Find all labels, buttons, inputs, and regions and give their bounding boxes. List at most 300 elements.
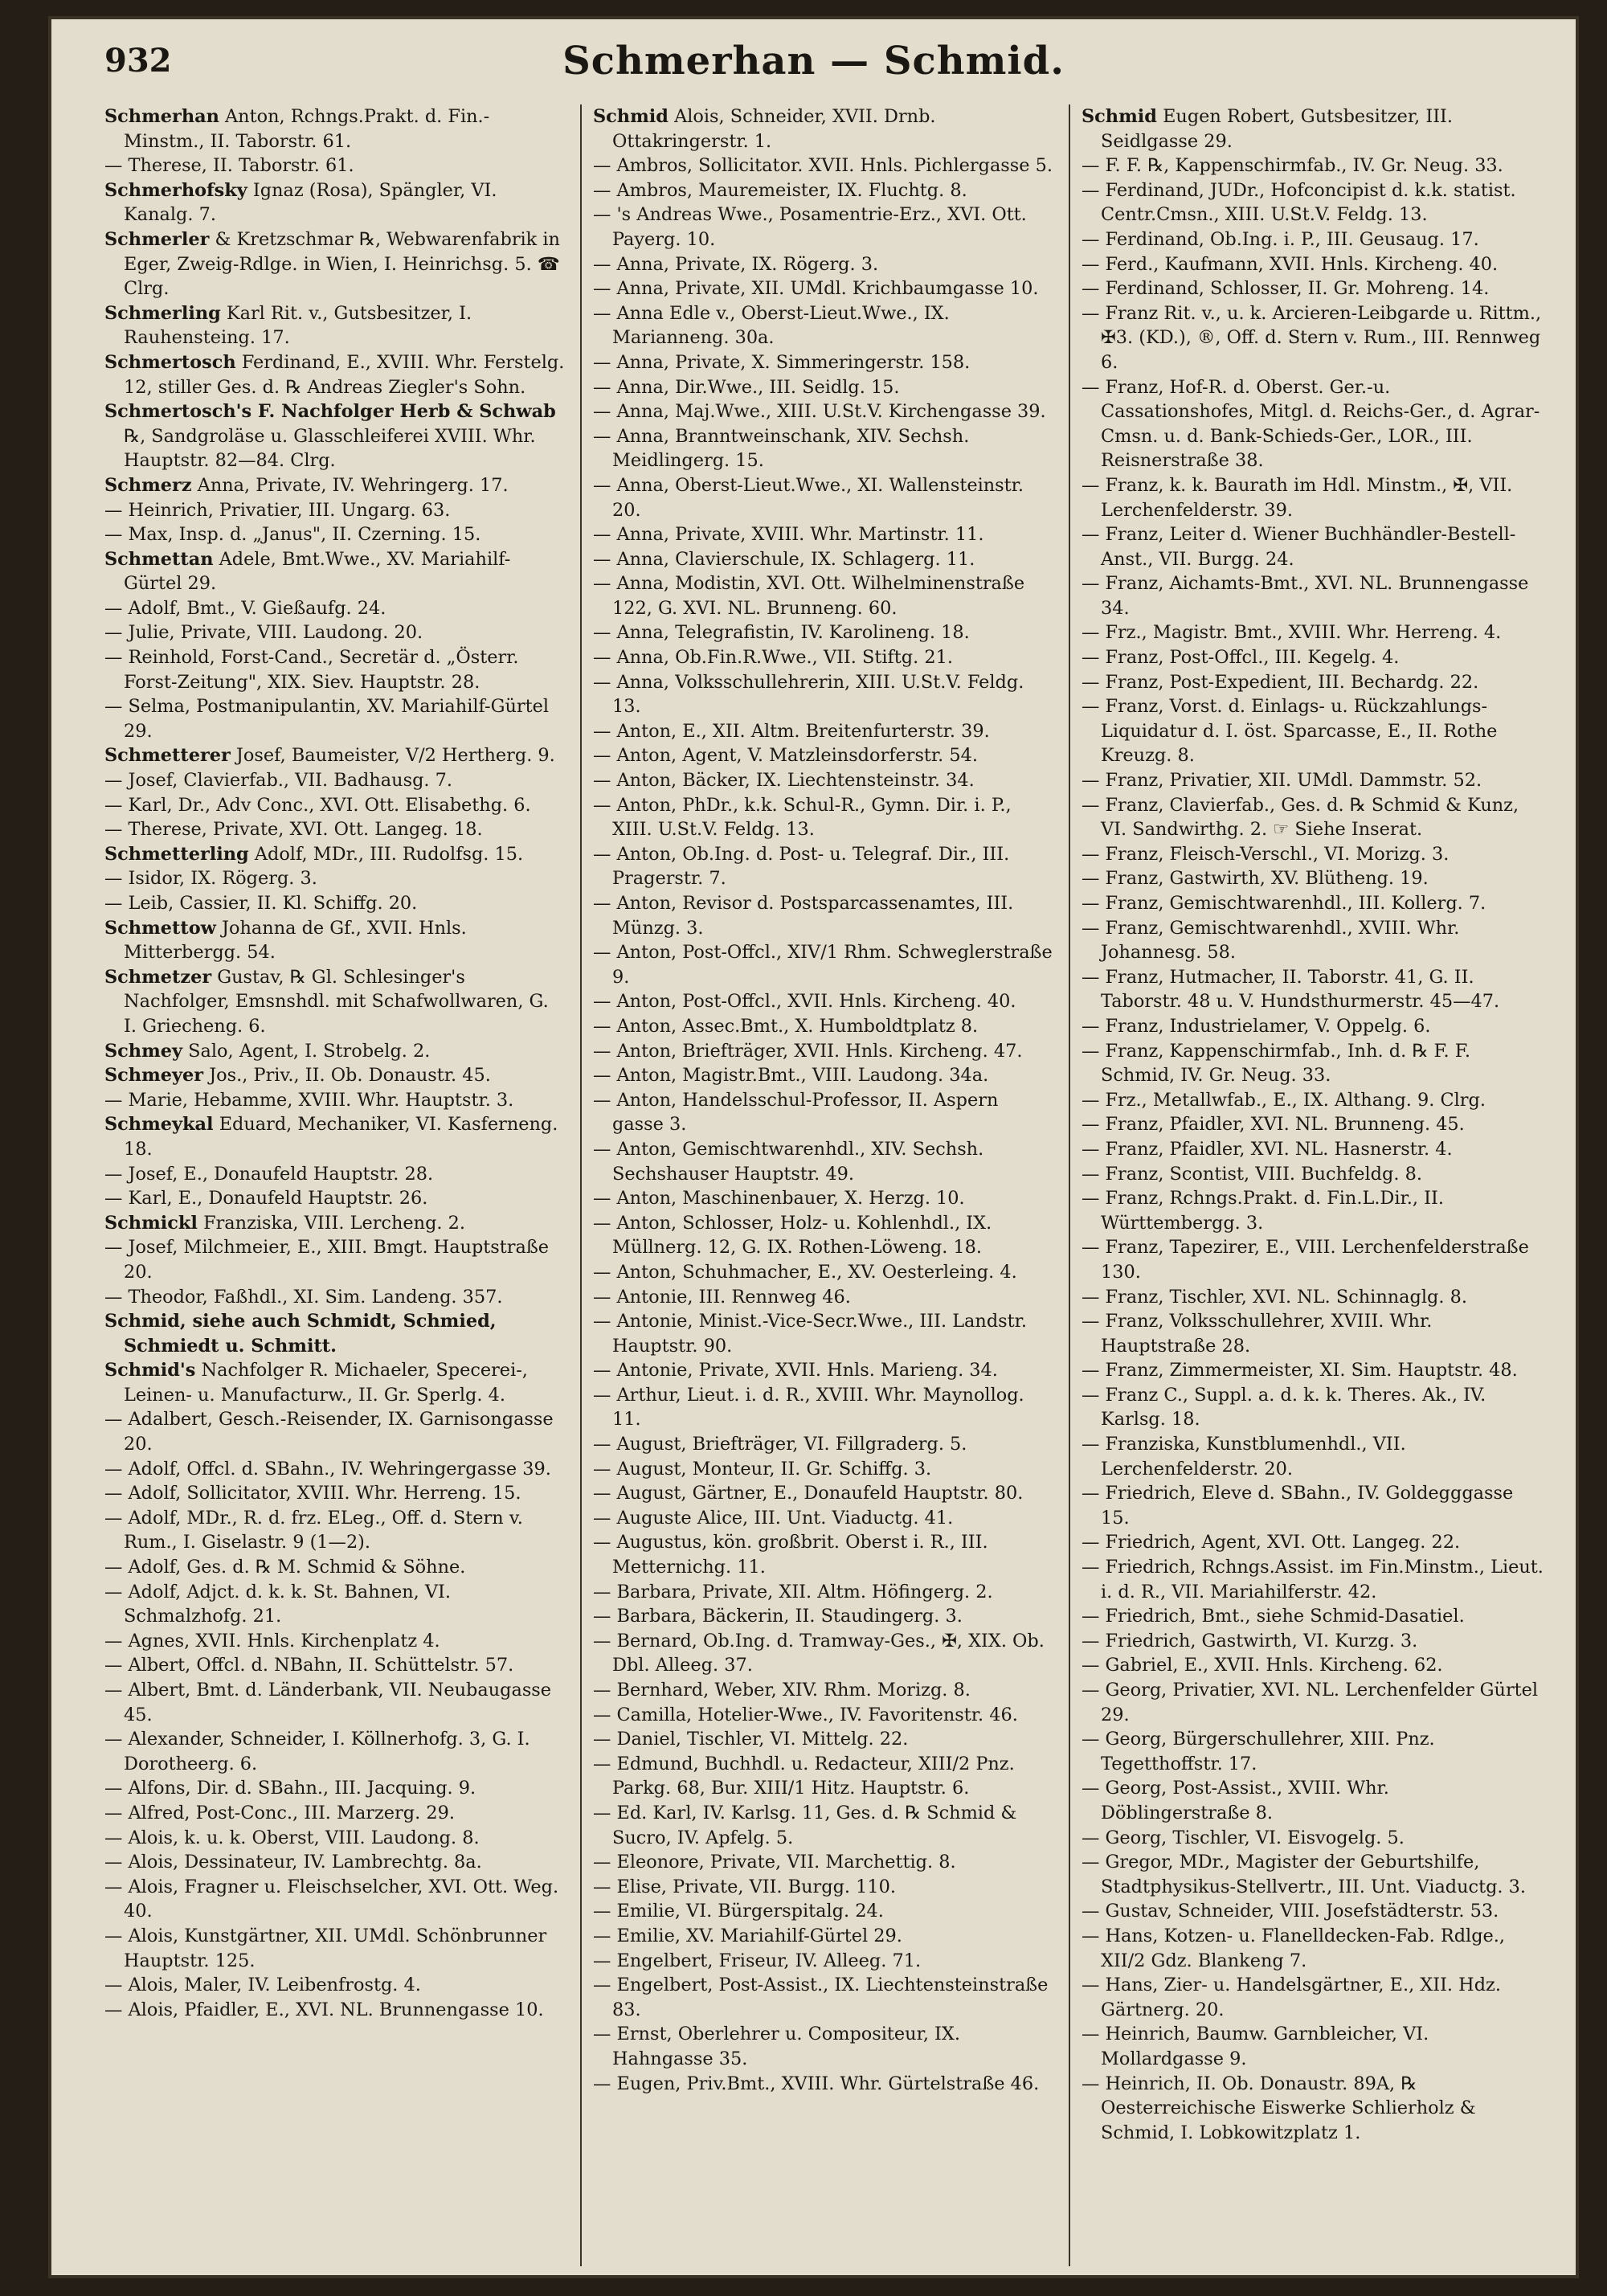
directory-entry: [1082, 645, 1544, 670]
entry-details: — Anna, Modistin, XVI. Ott. Wilhelminenstraße 122, G. XVI. NL. Brunneng. 60.: [593, 573, 1025, 619]
entry-details: — Alois, Pfaidler, E., XVI. NL. Brunnengasse 10.: [104, 1999, 544, 2020]
entry-details: — Arthur, Lieut. i. d. R., XVIII. Whr. Maynollog. 11.: [593, 1384, 1024, 1430]
entry-details: — Antonie, Private, XVII. Hnls. Marieng. 34.: [593, 1360, 998, 1381]
directory-entry: [104, 1875, 566, 1924]
entry-details: — Franz, Post-Offcl., III. Kegelg. 4.: [1082, 647, 1400, 669]
entry-details: — Hans, Kotzen- u. Flanelldecken-Fab. Rdlge., XII/2 Gdz. Blankeng 7.: [1082, 1925, 1506, 1971]
entry-details: — Marie, Hebamme, XVIII. Whr. Hauptstr. 3.: [104, 1089, 514, 1111]
entry-surname: Schmey: [104, 1040, 183, 1062]
directory-entry: [593, 424, 1055, 473]
entry-details: — Frz., Magistr. Bmt., XVIII. Whr. Herreng. 4.: [1082, 622, 1502, 644]
directory-entry: [593, 1801, 1055, 1850]
directory-entry: [104, 473, 566, 498]
entry-details: — Daniel, Tischler, VI. Mittelg. 22.: [593, 1729, 909, 1750]
entry-details: — Antonie, III. Rennweg 46.: [593, 1286, 851, 1308]
entry-surname: Schmid: [1082, 106, 1157, 127]
directory-entry: [593, 1457, 1055, 1482]
entry-details: — Barbara, Bäckerin, II. Staudingerg. 3.: [593, 1606, 963, 1627]
directory-entry: [1082, 1555, 1544, 1604]
entry-details: — Bernard, Ob.Ing. d. Tramway-Ges., ✠, XIX. Ob. Dbl. Alleeg. 37.: [593, 1630, 1045, 1676]
directory-entry: [593, 1358, 1055, 1383]
entry-details: — Franz, Tischler, XVI. NL. Schinnaglg. 8.: [1082, 1286, 1467, 1308]
entry-surname: Schmid's: [104, 1360, 196, 1381]
entry-details: — Gustav, Schneider, VIII. Josefstädterstr. 53.: [1082, 1901, 1499, 1922]
entry-details: — Georg, Bürgerschullehrer, XIII. Pnz. Tegetthoffstr. 17.: [1082, 1729, 1435, 1774]
entry-details: — Anna, Volksschullehrerin, XIII. U.St.V. Feldg. 13.: [593, 671, 1024, 718]
entry-details: — Isidor, IX. Rögerg. 3.: [104, 868, 317, 890]
directory-entry: [1082, 276, 1544, 301]
entry-details: — Emilie, XV. Mariahilf-Gürtel 29.: [593, 1925, 902, 1946]
directory-entry: [1082, 768, 1544, 793]
entry-details: — Franz, Gemischtwarenhdl., XVIII. Whr. Johannesg. 58.: [1082, 917, 1460, 964]
entry-details: — Anton, Schuhmacher, E., XV. Oesterleing. 4.: [593, 1261, 1017, 1283]
entry-details: — Gabriel, E., XVII. Hnls. Kircheng. 62.: [1082, 1655, 1443, 1676]
entry-surname: Schmerling: [104, 302, 221, 324]
entry-details: — Anton, Ob.Ing. d. Post- u. Telegraf. Dir., III. Pragerstr. 7.: [593, 843, 1010, 890]
directory-entry: [104, 694, 566, 743]
directory-entry: [593, 153, 1055, 178]
directory-entry: [593, 891, 1055, 940]
directory-entry: [593, 1875, 1055, 1900]
directory-entry: [593, 842, 1055, 891]
entry-details: — Georg, Tischler, VI. Eisvogelg. 5.: [1082, 1827, 1405, 1848]
entry-details: — Franz C., Suppl. a. d. k. k. Theres. Ak., IV. Karlsg. 18.: [1082, 1384, 1486, 1430]
entry-details: — Josef, Clavierfab., VII. Badhausg. 7.: [104, 770, 452, 792]
directory-entry: [104, 842, 566, 867]
entry-details: Franziska, VIII. Lercheng. 2.: [203, 1212, 465, 1234]
entry-details: — Josef, Milchmeier, E., XIII. Bmgt. Hauptstraße 20.: [104, 1237, 550, 1283]
entry-details: — Franz, k. k. Baurath im Hdl. Minstm., ✠, VII. Lerchenfelderstr. 39.: [1082, 474, 1513, 521]
directory-entry: [104, 645, 566, 694]
entry-details: — Anton, PhDr., k.k. Schul-R., Gymn. Dir. i. P., XIII. U.St.V. Feldg. 13.: [593, 794, 1012, 841]
directory-entry: [104, 399, 566, 473]
directory-entry: [104, 1457, 566, 1482]
directory-entry: [104, 1973, 566, 1998]
directory-entry: [1082, 866, 1544, 891]
entry-details: Karl Rit. v., Gutsbesitzer, I. Rauhensteing. 17.: [124, 302, 472, 349]
directory-entry: [1082, 842, 1544, 867]
entry-details: — Therese, II. Taborstr. 61.: [104, 155, 354, 177]
column-divider: [1069, 104, 1070, 2266]
entry-details: — Anna, Maj.Wwe., XIII. U.St.V. Kirchengasse 39.: [593, 401, 1046, 423]
entry-details: — Eleonore, Private, VII. Marchettig. 8.: [593, 1852, 956, 1873]
entry-surname: Schmertosch's F. Nachfolger Herb & Schwab: [104, 401, 556, 423]
directory-entry: [593, 768, 1055, 793]
entry-details: — Franz, Clavierfab., Ges. d. ℞ Schmid & Kunz, VI. Sandwirthg. 2. ☞ Siehe Inserat.: [1082, 794, 1519, 841]
entry-details: Nachfolger R. Michaeler, Specerei-, Leinen- u. Manufacturw., II. Gr. Sperlg. 4.: [124, 1360, 528, 1406]
directory-entry: [593, 1949, 1055, 1974]
entry-details: — Franz, Aichamts-Bmt., XVI. NL. Brunnengasse 34.: [1082, 573, 1529, 619]
entry-details: — Alois, Maler, IV. Leibenfrostg. 4.: [104, 1975, 421, 1996]
entry-details: — Engelbert, Post-Assist., IX. Liechtensteinstraße 83.: [593, 1975, 1049, 2020]
entry-details: — Karl, Dr., Adv Conc., XVI. Ott. Elisabethg. 6.: [104, 794, 531, 816]
entry-details: Salo, Agent, I. Strobelg. 2.: [188, 1040, 431, 1062]
entry-details: Johanna de Gf., XVII. Hnls. Mitterbergg. 54.: [124, 917, 467, 964]
entry-details: Eugen Robert, Gutsbesitzer, III. Seidlgasse 29.: [1101, 106, 1454, 152]
entry-details: — Georg, Privatier, XVI. NL. Lerchenfelder Gürtel 29.: [1082, 1680, 1539, 1725]
entry-details: — Albert, Bmt. d. Länderbank, VII. Neubaugasse 45.: [104, 1680, 552, 1725]
directory-entry: [104, 1235, 566, 1284]
directory-entry: [1082, 916, 1544, 965]
entry-details: — Adolf, Ges. d. ℞ M. Schmid & Söhne.: [104, 1557, 466, 1578]
directory-page: [48, 16, 1579, 2278]
directory-entry: [593, 2022, 1055, 2071]
entry-details: — Anna Edle v., Oberst-Lieut.Wwe., IX. Marianneng. 30a.: [593, 302, 950, 349]
directory-entry: [1082, 301, 1544, 375]
directory-entry: [593, 1850, 1055, 1875]
directory-entry: [593, 1063, 1055, 1088]
directory-entry: [1082, 1629, 1544, 1654]
directory-entry: [593, 989, 1055, 1014]
entry-details: — Franz, Scontist, VIII. Buchfeldg. 8.: [1082, 1163, 1422, 1185]
directory-entry: [104, 817, 566, 842]
entry-details: Alois, Schneider, XVII. Drnb. Ottakringerstr. 1.: [612, 106, 936, 152]
entry-details: — Augustus, kön. großbrit. Oberst i. R., III. Metternichg. 11.: [593, 1532, 988, 1578]
entry-details: — Franz, Privatier, XII. UMdl. Dammstr. 52.: [1082, 770, 1482, 792]
entry-details: Josef, Baumeister, V/2 Hertherg. 9.: [235, 745, 555, 767]
directory-entry: [104, 1776, 566, 1801]
directory-entry: [1082, 2072, 1544, 2146]
directory-entry: [593, 1530, 1055, 1579]
directory-entry: [1082, 178, 1544, 227]
entry-details: — Ferdinand, JUDr., Hofconcipist d. k.k. statist. Centr.Cmsn., XIII. U.St.V. Feldg. 13.: [1082, 179, 1516, 226]
directory-entry: [593, 940, 1055, 989]
directory-entry: [593, 1481, 1055, 1506]
entry-details: Gustav, ℞ Gl. Schlesinger's Nachfolger, Emsnshdl. mit Schafwollwaren, G. I. Griecheng. 6.: [124, 966, 549, 1037]
directory-entry: [593, 1432, 1055, 1457]
entry-details: — Franz, Pfaidler, XVI. NL. Hasnerstr. 4.: [1082, 1138, 1453, 1160]
directory-entry: [593, 178, 1055, 203]
entry-details: — Eugen, Priv.Bmt., XVIII. Whr. Gürtelstraße 46.: [593, 2073, 1040, 2094]
directory-entry: [104, 743, 566, 768]
entry-details: — Franz, Gemischtwarenhdl., III. Kollerg. 7.: [1082, 893, 1486, 914]
entry-details: Adolf, MDr., III. Rudolfsg. 15.: [254, 843, 524, 865]
entry-details: — Anton, Schlosser, Holz- u. Kohlenhdl., IX. Müllnerg. 12, G. IX. Rothen-Löweng. 18.: [593, 1212, 992, 1259]
entry-details: — Anton, Magistr.Bmt., VIII. Laudong. 34a.: [593, 1065, 989, 1087]
directory-entry: [593, 1309, 1055, 1358]
entry-details: — August, Gärtner, E., Donaufeld Hauptstr. 80.: [593, 1483, 1024, 1504]
entry-details: — Anna, Oberst-Lieut.Wwe., XI. Wallensteinstr. 20.: [593, 474, 1024, 521]
directory-entry: [104, 1580, 566, 1629]
entry-surname: Schmerz: [104, 474, 192, 496]
directory-entry: [593, 1678, 1055, 1703]
directory-entry: [593, 301, 1055, 350]
directory-entry: [104, 301, 566, 350]
directory-entry: [1082, 1850, 1544, 1899]
directory-entry: [1082, 1899, 1544, 1924]
entry-details: — Max, Insp. d. „Janus", II. Czerning. 15.: [104, 524, 481, 546]
directory-entry: [104, 350, 566, 399]
directory-entry: [593, 1506, 1055, 1531]
directory-entry: [593, 276, 1055, 301]
directory-entry: [104, 104, 566, 153]
entry-details: — Franz, Rchngs.Prakt. d. Fin.L.Dir., II. Württembergg. 3.: [1082, 1188, 1444, 1234]
directory-entry: [1082, 375, 1544, 473]
entry-details: — Anna, Private, IX. Rögerg. 3.: [593, 253, 879, 275]
entry-surname: Schmettow: [104, 917, 216, 939]
entry-details: — Josef, E., Donaufeld Hauptstr. 28.: [104, 1163, 434, 1185]
directory-columns: [104, 104, 1551, 2266]
directory-entry: [593, 1088, 1055, 1137]
entry-surname: Schmetterling: [104, 843, 249, 865]
entry-details: — Ferdinand, Schlosser, II. Gr. Mohreng. 14.: [1082, 278, 1490, 300]
directory-entry: [104, 916, 566, 965]
directory-entry: [1082, 965, 1544, 1014]
directory-entry: [104, 1924, 566, 1973]
directory-entry: [1082, 104, 1544, 153]
entry-surname: Schmeyer: [104, 1065, 204, 1087]
directory-entry: [593, 1629, 1055, 1678]
directory-entry: [1082, 1358, 1544, 1383]
entry-details: — Franz, Volksschullehrer, XVIII. Whr. Hauptstraße 28.: [1082, 1311, 1433, 1357]
entry-surname: Schmeykal: [104, 1114, 214, 1136]
directory-entry: [1082, 227, 1544, 252]
directory-entry: [1082, 1039, 1544, 1088]
entry-details: — Friedrich, Gastwirth, VI. Kurzg. 3.: [1082, 1630, 1418, 1651]
entry-details: — Friedrich, Bmt., siehe Schmid-Dasatiel.: [1082, 1606, 1465, 1627]
entry-details: — Friedrich, Eleve d. SBahn., IV. Goldegggasse 15.: [1082, 1483, 1514, 1529]
entry-details: — Heinrich, II. Ob. Donaustr. 89A, ℞ Oesterreichische Eiswerke Schlierholz & Schmid, I. Lobkowitzplatz 1.: [1082, 2073, 1476, 2143]
directory-entry: [1082, 1112, 1544, 1137]
directory-entry: [104, 1998, 566, 2023]
directory-entry: [104, 866, 566, 891]
directory-entry: [104, 1358, 566, 1407]
directory-entry: [1082, 153, 1544, 178]
directory-entry: [1082, 793, 1544, 842]
entry-details: Ferdinand, E., XVIII. Whr. Ferstelg. 12, stiller Ges. d. ℞ Andreas Ziegler's Sohn.: [124, 351, 565, 398]
entry-surname: Schmettan: [104, 548, 214, 570]
entry-details: — Alfred, Post-Conc., III. Marzerg. 29.: [104, 1802, 455, 1823]
entry-details: — Adolf, Bmt., V. Gießaufg. 24.: [104, 597, 386, 619]
entry-details: — Adolf, Offcl. d. SBahn., IV. Wehringergasse 39.: [104, 1458, 551, 1480]
entry-details: — Franziska, Kunstblumenhdl., VII. Lerchenfelderstr. 20.: [1082, 1434, 1406, 1480]
directory-entry: [104, 522, 566, 547]
directory-entry: [593, 743, 1055, 768]
directory-entry: [1082, 1678, 1544, 1727]
entry-surname: Schmickl: [104, 1212, 198, 1234]
entry-details: — Alfons, Dir. d. SBahn., III. Jacquing. 9.: [104, 1778, 476, 1799]
entry-details: — Franz, Leiter d. Wiener Buchhändler-Bestell-Anst., VII. Burgg. 24.: [1082, 524, 1516, 570]
directory-entry: [1082, 1432, 1544, 1481]
directory-entry: [104, 1112, 566, 1161]
entry-surname: Schmerhan: [104, 106, 219, 127]
directory-entry: [104, 547, 566, 596]
entry-details: — Alexander, Schneider, I. Köllnerhofg. 3, G. I. Dorotheerg. 6.: [104, 1729, 530, 1774]
entry-details: — Franz, Post-Expedient, III. Bechardg. 22.: [1082, 671, 1479, 693]
directory-entry: [593, 1260, 1055, 1285]
entry-details: — Ferd., Kaufmann, XVII. Hnls. Kircheng. 40.: [1082, 253, 1499, 275]
directory-entry: [1082, 1309, 1544, 1358]
directory-entry: [1082, 1162, 1544, 1187]
directory-entry: [593, 1211, 1055, 1260]
directory-entry: [1082, 891, 1544, 916]
entry-details: — Alois, k. u. k. Oberst, VIII. Laudong. 8.: [104, 1827, 480, 1848]
entry-details: — Ambros, Sollicitator. XVII. Hnls. Pichlergasse 5.: [593, 155, 1053, 177]
directory-entry: [104, 1653, 566, 1678]
entry-details: — Karl, E., Donaufeld Hauptstr. 26.: [104, 1188, 428, 1209]
entry-details: — Heinrich, Baumw. Garnbleicher, VI. Mollardgasse 9.: [1082, 2024, 1429, 2069]
entry-details: — Alois, Kunstgärtner, XII. UMdl. Schönbrunner Hauptstr. 125.: [104, 1925, 547, 1971]
entry-surname: Schmid, siehe auch Schmidt, Schmied, Schmiedt u. Schmitt.: [104, 1311, 497, 1357]
directory-entry: [593, 473, 1055, 522]
directory-entry: [104, 1481, 566, 1506]
entry-details: — Anton, Post-Offcl., XVII. Hnls. Kircheng. 40.: [593, 991, 1016, 1013]
page-header: [48, 31, 1579, 87]
entry-details: Ignaz (Rosa), Spängler, VI. Kanalg. 7.: [124, 179, 497, 226]
directory-entry: [593, 104, 1055, 153]
entry-details: — Franz, Tapezirer, E., VIII. Lerchenfelderstraße 130.: [1082, 1237, 1529, 1283]
entry-details: — Anton, Post-Offcl., XIV/1 Rhm. Schweglerstraße 9.: [593, 942, 1053, 988]
entry-details: — Alois, Fragner u. Fleischselcher, XVI. Ott. Weg. 40.: [104, 1876, 559, 1922]
directory-entry: [104, 1555, 566, 1580]
entry-surname: Schmertosch: [104, 351, 236, 373]
directory-entry: [1082, 1653, 1544, 1678]
entry-details: — Auguste Alice, III. Unt. Viaductg. 41.: [593, 1507, 954, 1529]
entry-details: — Adolf, MDr., R. d. frz. ELeg., Off. d. Stern v. Rum., I. Giselastr. 9 (1—2).: [104, 1507, 523, 1553]
entry-details: — Bernhard, Weber, XIV. Rhm. Morizg. 8.: [593, 1680, 971, 1701]
directory-entry: [1082, 694, 1544, 768]
entry-details: — Gregor, MDr., Magister der Geburtshilfe, Stadtphysikus-Stellvertr., III. Unt. Viaductg. 3.: [1082, 1852, 1527, 1897]
entry-details: — Franz Rit. v., u. k. Arcieren-Leibgarde u. Rittm., ✠3. (KD.), ®, Off. d. Stern v. Rum., III. Rennweg 6.: [1082, 302, 1542, 373]
directory-entry: [1082, 1285, 1544, 1310]
directory-entry: [593, 620, 1055, 645]
directory-entry: [104, 1285, 566, 1310]
directory-entry: [593, 1186, 1055, 1211]
directory-entry: [104, 1039, 566, 1064]
directory-entry: [593, 1973, 1055, 2022]
entry-details: — Franz, Gastwirth, XV. Blütheng. 19.: [1082, 868, 1429, 890]
directory-entry: [1082, 670, 1544, 695]
entry-details: — Anton, Gemischtwarenhdl., XIV. Sechsh. Sechshauser Hauptstr. 49.: [593, 1138, 984, 1185]
entry-details: — Ambros, Mauremeister, IX. Fluchtg. 8.: [593, 179, 967, 201]
entry-details: — Ernst, Oberlehrer u. Compositeur, IX. Hahngasse 35.: [593, 2024, 960, 2069]
entry-surname: Schmerler: [104, 228, 210, 250]
directory-entry: [593, 522, 1055, 547]
directory-entry: [593, 375, 1055, 400]
directory-entry: [1082, 252, 1544, 277]
entry-details: — Therese, Private, XVI. Ott. Langeg. 18.: [104, 819, 483, 841]
directory-entry: [593, 1727, 1055, 1752]
column-divider: [580, 104, 582, 2266]
entry-details: — Franz, Industrielamer, V. Oppelg. 6.: [1082, 1015, 1431, 1037]
directory-entry: [1082, 571, 1544, 620]
directory-entry: [104, 1211, 566, 1236]
directory-entry: [593, 719, 1055, 744]
entry-details: — Anton, E., XII. Altm. Breitenfurterstr. 39.: [593, 720, 990, 742]
directory-entry: [593, 1039, 1055, 1064]
directory-entry: [593, 670, 1055, 719]
directory-entry: [593, 1580, 1055, 1605]
entry-details: — August, Monteur, II. Gr. Schiffg. 3.: [593, 1458, 932, 1480]
directory-entry: [593, 2072, 1055, 2097]
directory-entry: [593, 1703, 1055, 1728]
entry-details: — Selma, Postmanipulantin, XV. Mariahilf-Gürtel 29.: [104, 696, 549, 742]
directory-entry: [1082, 620, 1544, 645]
entry-details: — F. F. ℞, Kappenschirmfab., IV. Gr. Neug. 33.: [1082, 155, 1503, 177]
directory-entry: [104, 498, 566, 523]
directory-entry: [1082, 1088, 1544, 1113]
entry-details: Anton, Rchngs.Prakt. d. Fin.-Minstm., II. Taborstr. 61.: [124, 106, 490, 152]
directory-entry: [1082, 1186, 1544, 1235]
entry-details: Adele, Bmt.Wwe., XV. Mariahilf-Gürtel 29.: [124, 548, 511, 595]
directory-entry: [104, 1727, 566, 1776]
directory-entry: [593, 547, 1055, 572]
directory-entry: [104, 1186, 566, 1211]
entry-details: — Franz, Hutmacher, II. Taborstr. 41, G. II. Taborstr. 48 u. V. Hundsthurmerstr. 45—47.: [1082, 966, 1500, 1013]
entry-details: — Barbara, Private, XII. Altm. Höfingerg. 2.: [593, 1581, 993, 1602]
entry-details: — 's Andreas Wwe., Posamentrie-Erz., XVI. Ott. Payerg. 10.: [593, 204, 1027, 250]
column-2: [593, 104, 1055, 2266]
entry-details: ℞, Sandgroläse u. Glasschleiferei XVIII. Whr. Hauptstr. 82—84. Clrg.: [124, 425, 536, 472]
directory-entry: [104, 1850, 566, 1875]
entry-surname: Schmerhofsky: [104, 179, 247, 201]
entry-details: — Anton, Briefträger, XVII. Hnls. Kircheng. 47.: [593, 1040, 1023, 1062]
directory-entry: [1082, 1826, 1544, 1851]
directory-entry: [104, 1309, 566, 1358]
column-1: [104, 104, 566, 2266]
column-3: [1082, 104, 1544, 2266]
entry-details: — Franz, Fleisch-Verschl., VI. Morizg. 3.: [1082, 843, 1450, 865]
entry-details: — Elise, Private, VII. Burgg. 110.: [593, 1876, 896, 1897]
entry-details: Anna, Private, IV. Wehringerg. 17.: [197, 474, 509, 496]
directory-entry: [104, 891, 566, 916]
directory-entry: [593, 350, 1055, 375]
entry-details: — Theodor, Faßhdl., XI. Sim. Landeng. 357.: [104, 1286, 503, 1308]
directory-entry: [104, 153, 566, 178]
directory-entry: [104, 178, 566, 227]
entry-details: Jos., Priv., II. Ob. Donaustr. 45.: [209, 1065, 491, 1087]
entry-details: — Anton, Revisor d. Postsparcassenamtes, III. Münzg. 3.: [593, 893, 1014, 939]
entry-details: — Agnes, XVII. Hnls. Kirchenplatz 4.: [104, 1630, 440, 1651]
directory-entry: [104, 1801, 566, 1826]
entry-details: — Albert, Offcl. d. NBahn, II. Schüttelstr. 57.: [104, 1655, 514, 1676]
directory-entry: [1082, 1924, 1544, 1973]
directory-entry: [593, 1383, 1055, 1432]
entry-details: — Adolf, Adjct. d. k. k. St. Bahnen, VI. Schmalzhofg. 21.: [104, 1581, 452, 1627]
entry-details: — Leib, Cassier, II. Kl. Schiffg. 20.: [104, 893, 418, 914]
entry-details: — Franz, Vorst. d. Einlags- u. Rückzahlungs-Liquidatur d. I. öst. Sparcasse, E., II. Rothe Kreuzg. 8.: [1082, 696, 1498, 767]
entry-details: — Anna, Telegrafistin, IV. Karolineng. 18.: [593, 622, 970, 644]
entry-details: & Kretzschmar ℞, Webwarenfabrik in Eger, Zweig-Rdlge. in Wien, I. Heinrichsg. 5. ☎ Clrg.: [124, 228, 560, 300]
directory-entry: [104, 1506, 566, 1555]
directory-entry: [104, 1629, 566, 1654]
entry-details: — Anton, Handelsschul-Professor, II. Aspern gasse 3.: [593, 1089, 999, 1136]
entry-details: — Georg, Post-Assist., XVIII. Whr. Döblingerstraße 8.: [1082, 1778, 1389, 1823]
directory-entry: [593, 571, 1055, 620]
entry-details: — Anna, Branntweinschank, XIV. Sechsh. Meidlingerg. 15.: [593, 425, 970, 472]
directory-entry: [1082, 2022, 1544, 2071]
entry-details: — Julie, Private, VIII. Laudong. 20.: [104, 622, 423, 644]
entry-details: — Anton, Maschinenbauer, X. Herzg. 10.: [593, 1188, 965, 1209]
entry-details: — Heinrich, Privatier, III. Ungarg. 63.: [104, 499, 451, 521]
directory-entry: [593, 1137, 1055, 1186]
entry-details: Eduard, Mechaniker, VI. Kasferneng. 18.: [124, 1114, 558, 1160]
entry-details: — Antonie, Minist.-Vice-Secr.Wwe., III. Landstr. Hauptstr. 90.: [593, 1311, 1028, 1357]
directory-entry: [1082, 1014, 1544, 1039]
entry-details: — Ed. Karl, IV. Karlsg. 11, Ges. d. ℞ Schmid & Sucro, IV. Apfelg. 5.: [593, 1802, 1017, 1848]
entry-details: — Engelbert, Friseur, IV. Alleeg. 71.: [593, 1950, 922, 1971]
directory-entry: [593, 1752, 1055, 1801]
entry-details: — Anna, Clavierschule, IX. Schlagerg. 11.: [593, 548, 975, 570]
directory-entry: [104, 620, 566, 645]
directory-entry: [593, 793, 1055, 842]
directory-entry: [104, 1088, 566, 1113]
directory-entry: [1082, 1776, 1544, 1825]
entry-details: — August, Briefträger, VI. Fillgraderg. 5.: [593, 1434, 967, 1455]
directory-entry: [593, 1924, 1055, 1949]
directory-entry: [1082, 1727, 1544, 1776]
directory-entry: [593, 1604, 1055, 1629]
